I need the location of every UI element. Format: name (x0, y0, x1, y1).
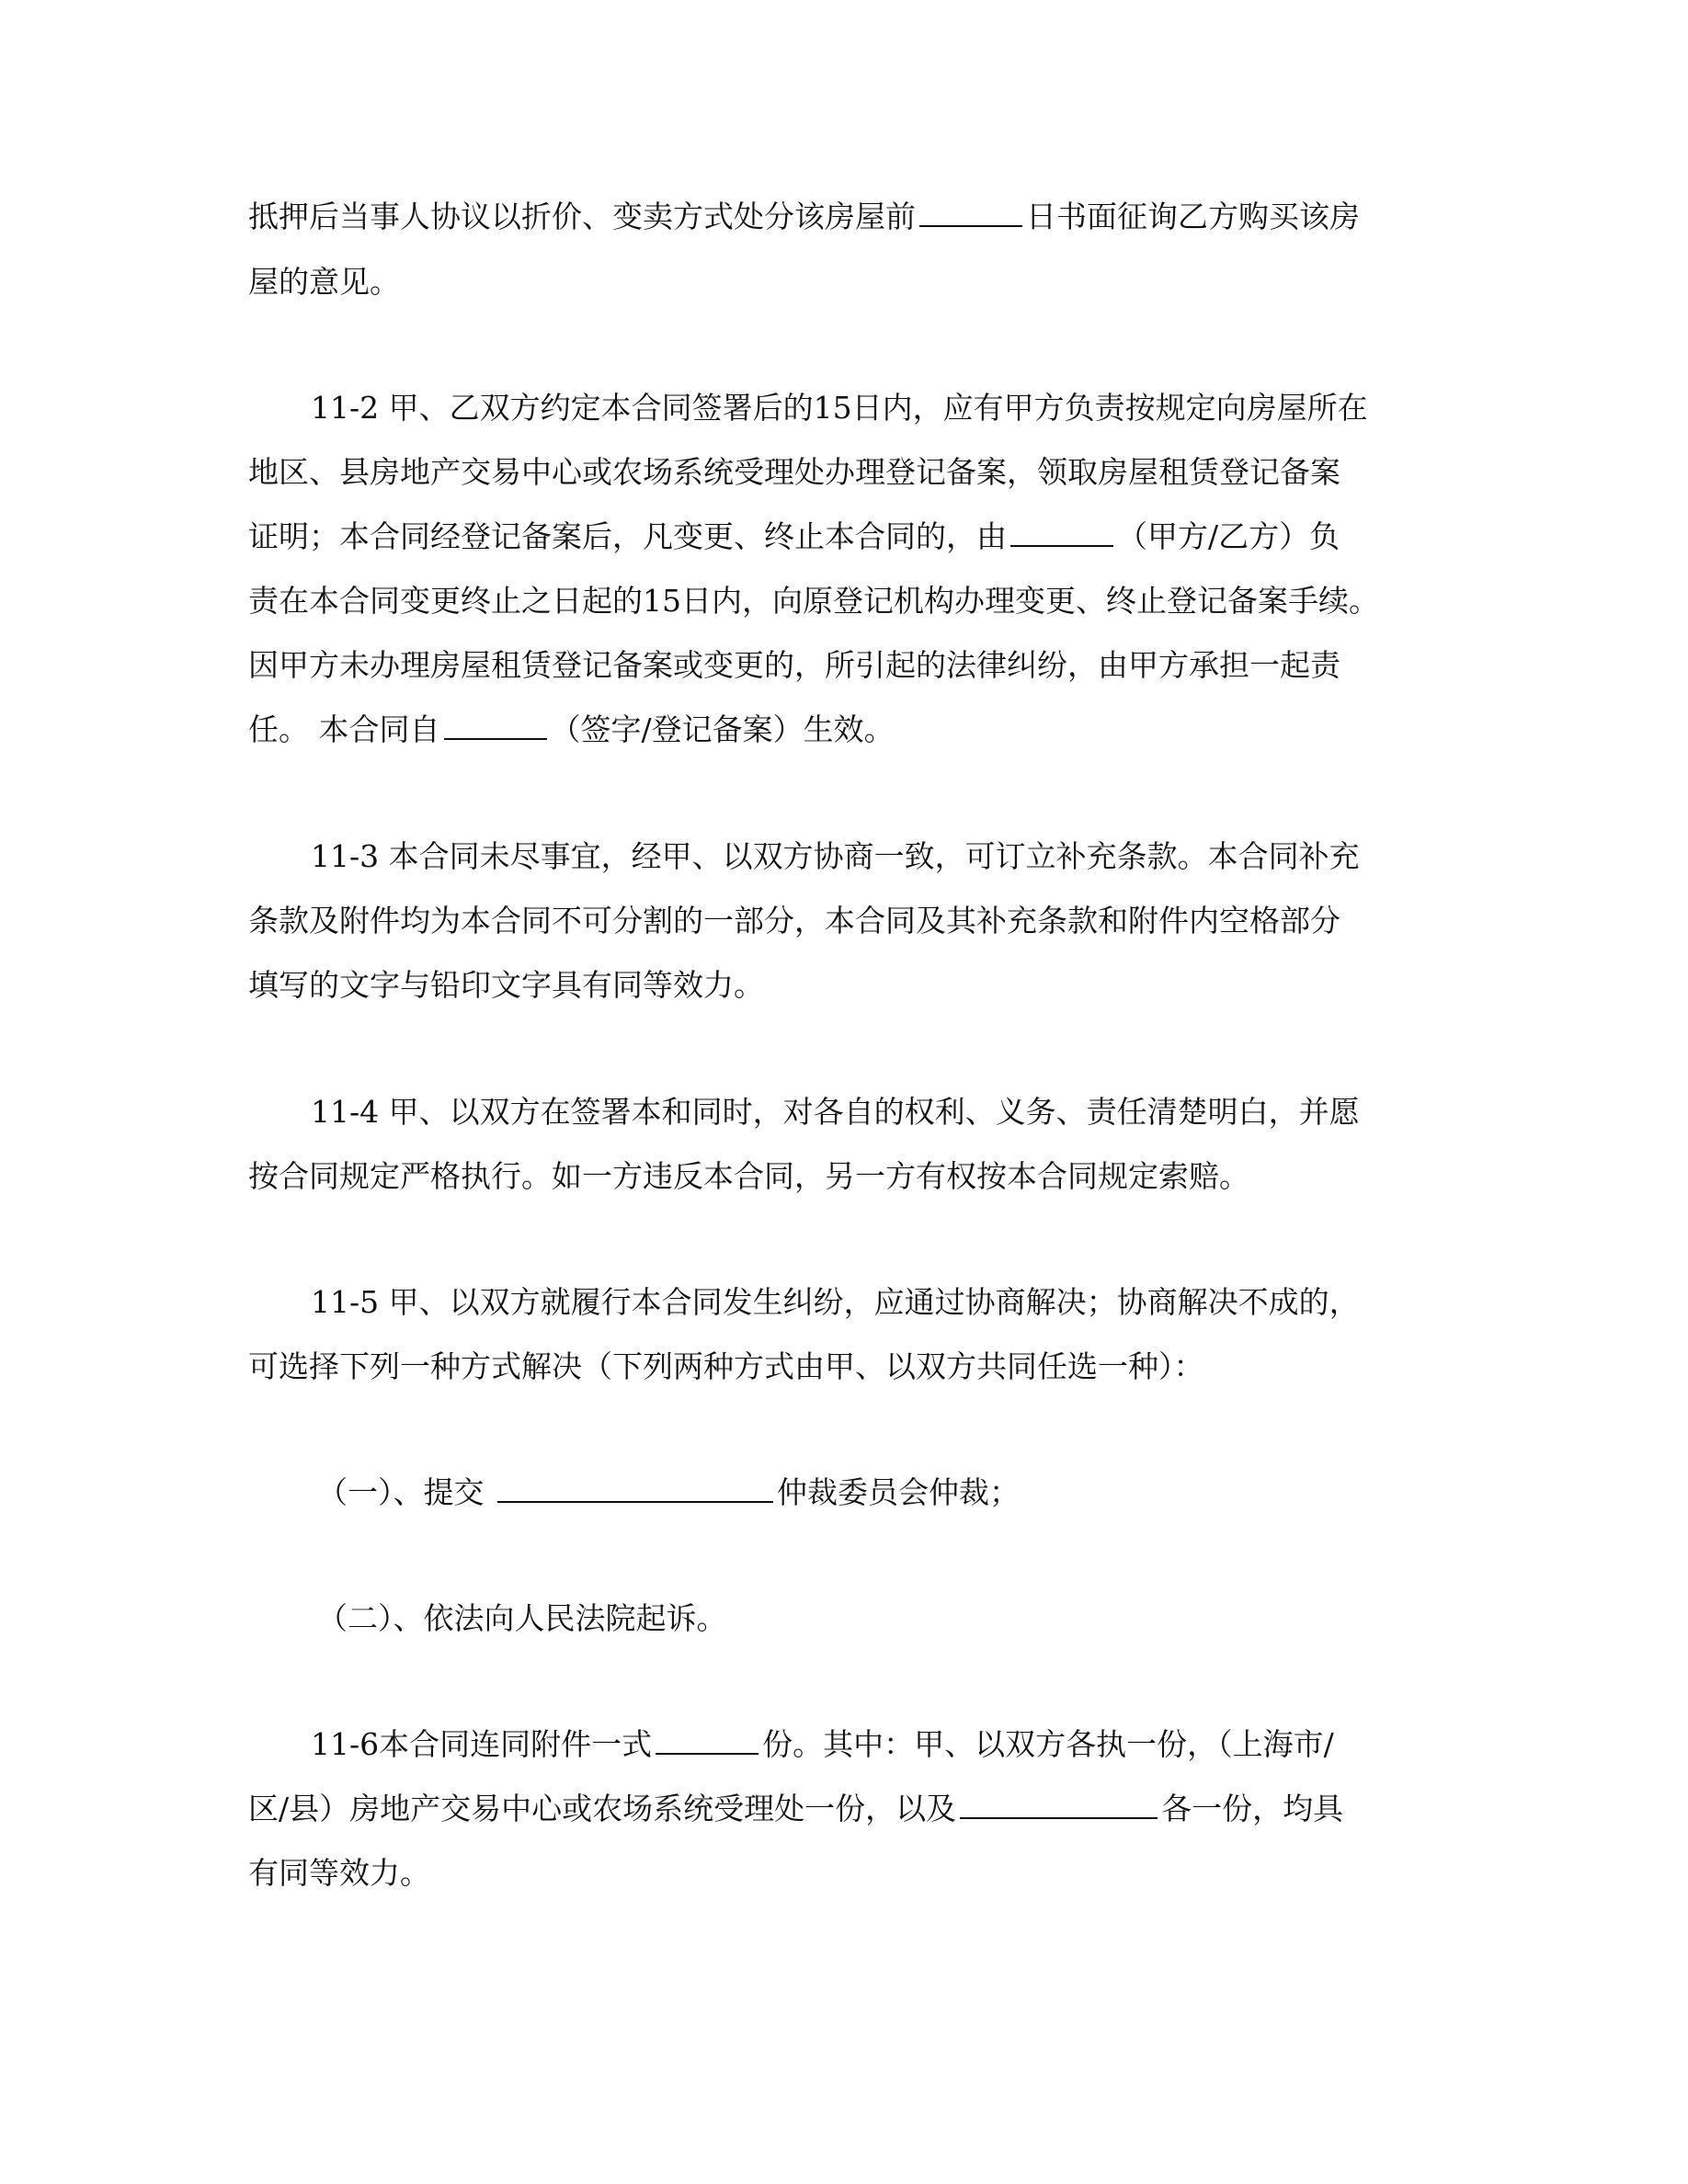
clause-11-6-line-2 (248, 1787, 1343, 1831)
clause-11-1-line-1 (248, 195, 1360, 239)
text: （甲方/乙方）负 (1117, 518, 1340, 554)
fill-in-blank (444, 711, 547, 740)
fill-in-blank (497, 1473, 773, 1503)
clause-11-2-line-6 (248, 708, 895, 752)
clause-11-3-line-1: 11-3 本合同未尽事宜，经甲、以双方协商一致，可订立补充条款。本合同补充 (311, 838, 1360, 874)
clause-11-1-line-2: 屋的意见。 (248, 264, 400, 300)
fill-in-blank (1010, 518, 1113, 547)
clause-11-3-line-2: 条款及附件均为本合同不可分割的一部分，本合同及其补充条款和附件内空格部分 (248, 903, 1340, 938)
clause-11-5-line-2: 可选择下列一种方式解决（下列两种方式由甲、以双方共同任选一种）： (248, 1348, 1204, 1384)
clause-11-3-line-3: 填写的文字与铅印文字具有同等效力。 (248, 967, 764, 1003)
clause-11-6-line-3: 有同等效力。 (248, 1855, 430, 1891)
text: （签字/登记备案）生效。 (550, 711, 895, 747)
clause-11-4-line-2: 按合同规定严格执行。如一方违反本合同，另一方有权按本合同规定索赔。 (248, 1158, 1249, 1194)
text: 日书面征询乙方购买该房 (1026, 199, 1360, 234)
clause-11-5-option-2: （二）、依法向人民法院起诉。 (317, 1600, 727, 1636)
text: 11-6本合同连同附件一式 (311, 1726, 653, 1762)
fill-in-blank (919, 198, 1022, 227)
clause-11-5-option-1 (317, 1471, 1020, 1515)
text: 证明；本合同经登记备案后，凡变更、终止本合同的，由 (248, 518, 1007, 554)
clause-11-2-line-3 (248, 515, 1340, 559)
text: 抵押后当事人协议以折价、变卖方式处分该房屋前 (248, 199, 916, 234)
clause-11-2-line-4: 责在本合同变更终止之日起的15日内，向原登记机构办理变更、终止登记备案手续。 (248, 583, 1379, 619)
clause-11-6-line-1 (311, 1723, 1334, 1767)
clause-11-5-line-1: 11-5 甲、以双方就履行本合同发生纠纷，应通过协商解决；协商解决不成的， (311, 1284, 1360, 1320)
clause-11-2-line-2: 地区、县房地产交易中心或农场系统受理处办理登记备案，领取房屋租赁登记备案 (248, 454, 1340, 490)
fill-in-blank (960, 1790, 1158, 1819)
fill-in-blank (656, 1725, 758, 1755)
text: 任。 本合同自 (248, 711, 440, 747)
clause-11-4-line-1: 11-4 甲、以双方在签署本和同时，对各自的权利、义务、责任清楚明白，并愿 (311, 1094, 1360, 1130)
text: 区/县）房地产交易中心或农场系统受理处一份，以及 (248, 1791, 957, 1826)
clause-11-2-line-1: 11-2 甲、乙双方约定本合同签署后的15日内，应有甲方负责按规定向房屋所在 (311, 390, 1368, 426)
clause-11-2-line-5: 因甲方未办理房屋租赁登记备案或变更的，所引起的法律纠纷，由甲方承担一起责 (248, 647, 1340, 683)
text: 各一份，均具 (1161, 1791, 1344, 1826)
text: （一）、提交 (317, 1474, 494, 1510)
text: 仲裁委员会仲裁； (777, 1474, 1020, 1510)
text: 份。其中：甲、以双方各执一份，（上海市/ (762, 1726, 1334, 1762)
